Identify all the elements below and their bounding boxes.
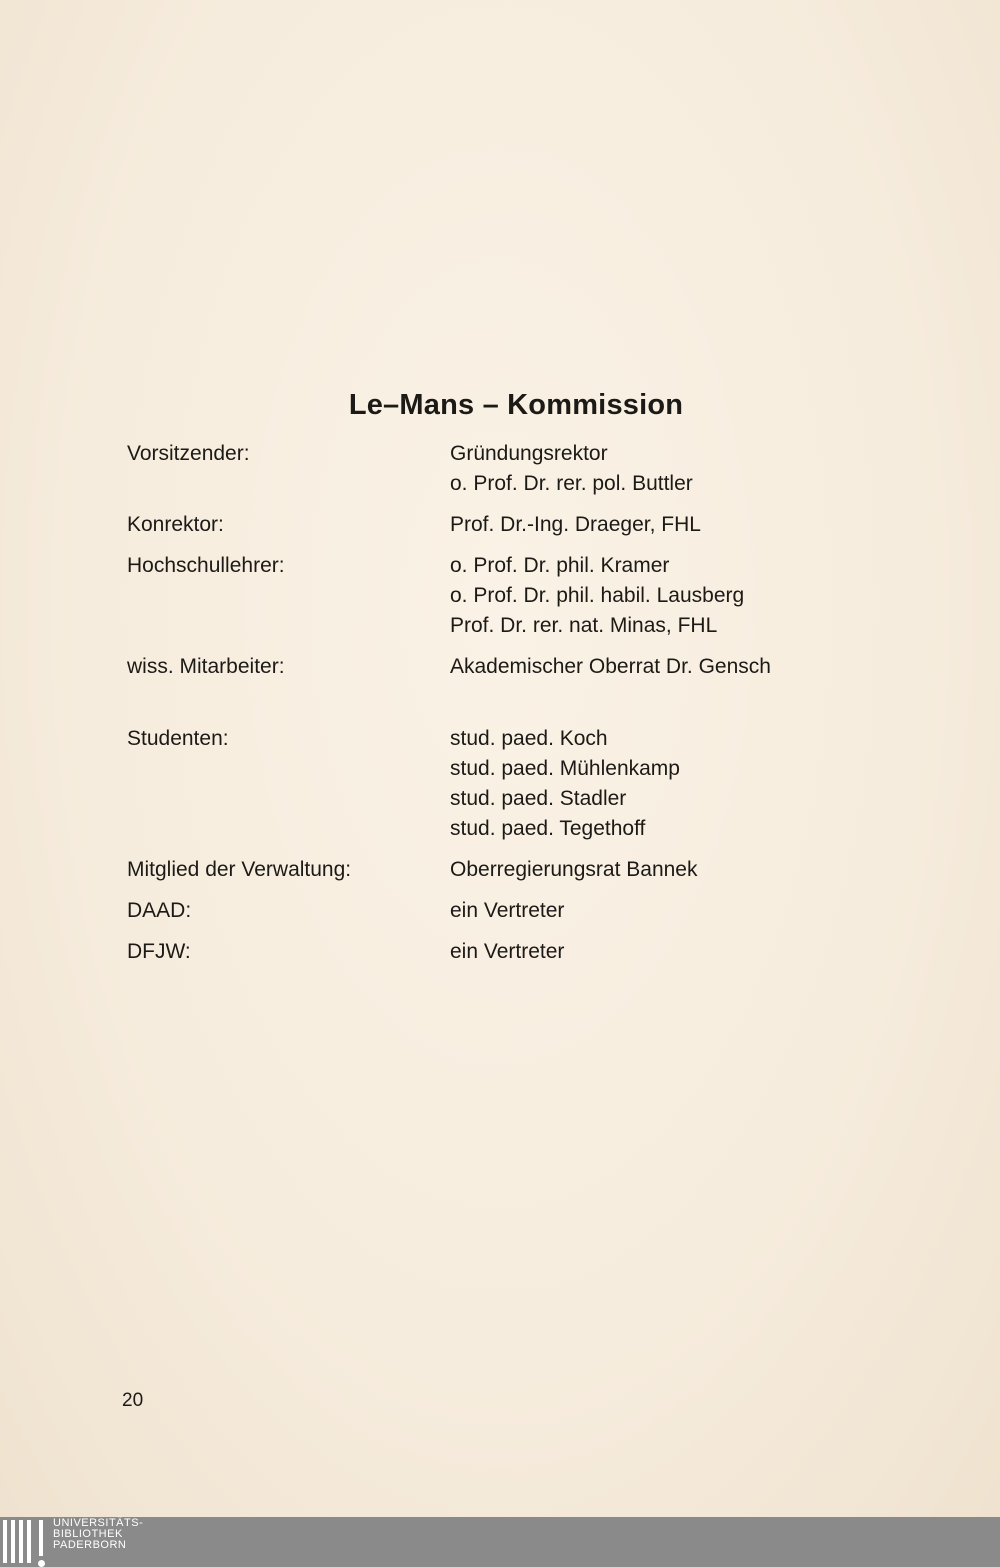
value-hochschullehrer-3: Prof. Dr. rer. nat. Minas, FHL [450, 614, 718, 637]
library-name [53, 1518, 143, 1551]
label-dfjw: DFJW: [127, 940, 191, 963]
label-daad: DAAD: [127, 899, 192, 922]
value-wiss-mitarbeiter: Akademischer Oberrat Dr. Gensch [450, 655, 771, 678]
label-verwaltung: Mitglied der Verwaltung: [127, 858, 352, 881]
label-vorsitzender: Vorsitzender: [127, 442, 250, 465]
page-number: 20 [122, 1390, 144, 1411]
value-dfjw: ein Vertreter [450, 940, 565, 963]
value-studenten-4: stud. paed. Tegethoff [450, 817, 646, 840]
library-name-line-3: PADERBORN [53, 1539, 127, 1551]
value-konrektor: Prof. Dr.-Ing. Draeger, FHL [450, 513, 701, 536]
value-vorsitzender-2: o. Prof. Dr. rer. pol. Buttler [450, 472, 693, 495]
value-studenten-3: stud. paed. Stadler [450, 787, 627, 810]
library-logo-icon [0, 1517, 52, 1567]
library-name-line-1: UNIVERSITÄTS- [53, 1517, 144, 1529]
library-footer-bar [0, 1517, 1000, 1567]
label-konrektor: Konrektor: [127, 513, 224, 536]
value-hochschullehrer-1: o. Prof. Dr. phil. Kramer [450, 554, 670, 577]
value-studenten-1: stud. paed. Koch [450, 727, 608, 750]
value-daad: ein Vertreter [450, 899, 565, 922]
library-name-line-2: BIBLIOTHEK [53, 1528, 123, 1540]
label-studenten: Studenten: [127, 727, 229, 750]
value-vorsitzender-1: Gründungsrektor [450, 442, 608, 465]
label-hochschullehrer: Hochschullehrer: [127, 554, 285, 577]
value-verwaltung: Oberregierungsrat Bannek [450, 858, 698, 881]
value-hochschullehrer-2: o. Prof. Dr. phil. habil. Lausberg [450, 584, 745, 607]
value-studenten-2: stud. paed. Mühlenkamp [450, 757, 680, 780]
label-wiss-mitarbeiter: wiss. Mitarbeiter: [127, 655, 285, 678]
page-title: Le–Mans – Kommission [348, 389, 684, 421]
